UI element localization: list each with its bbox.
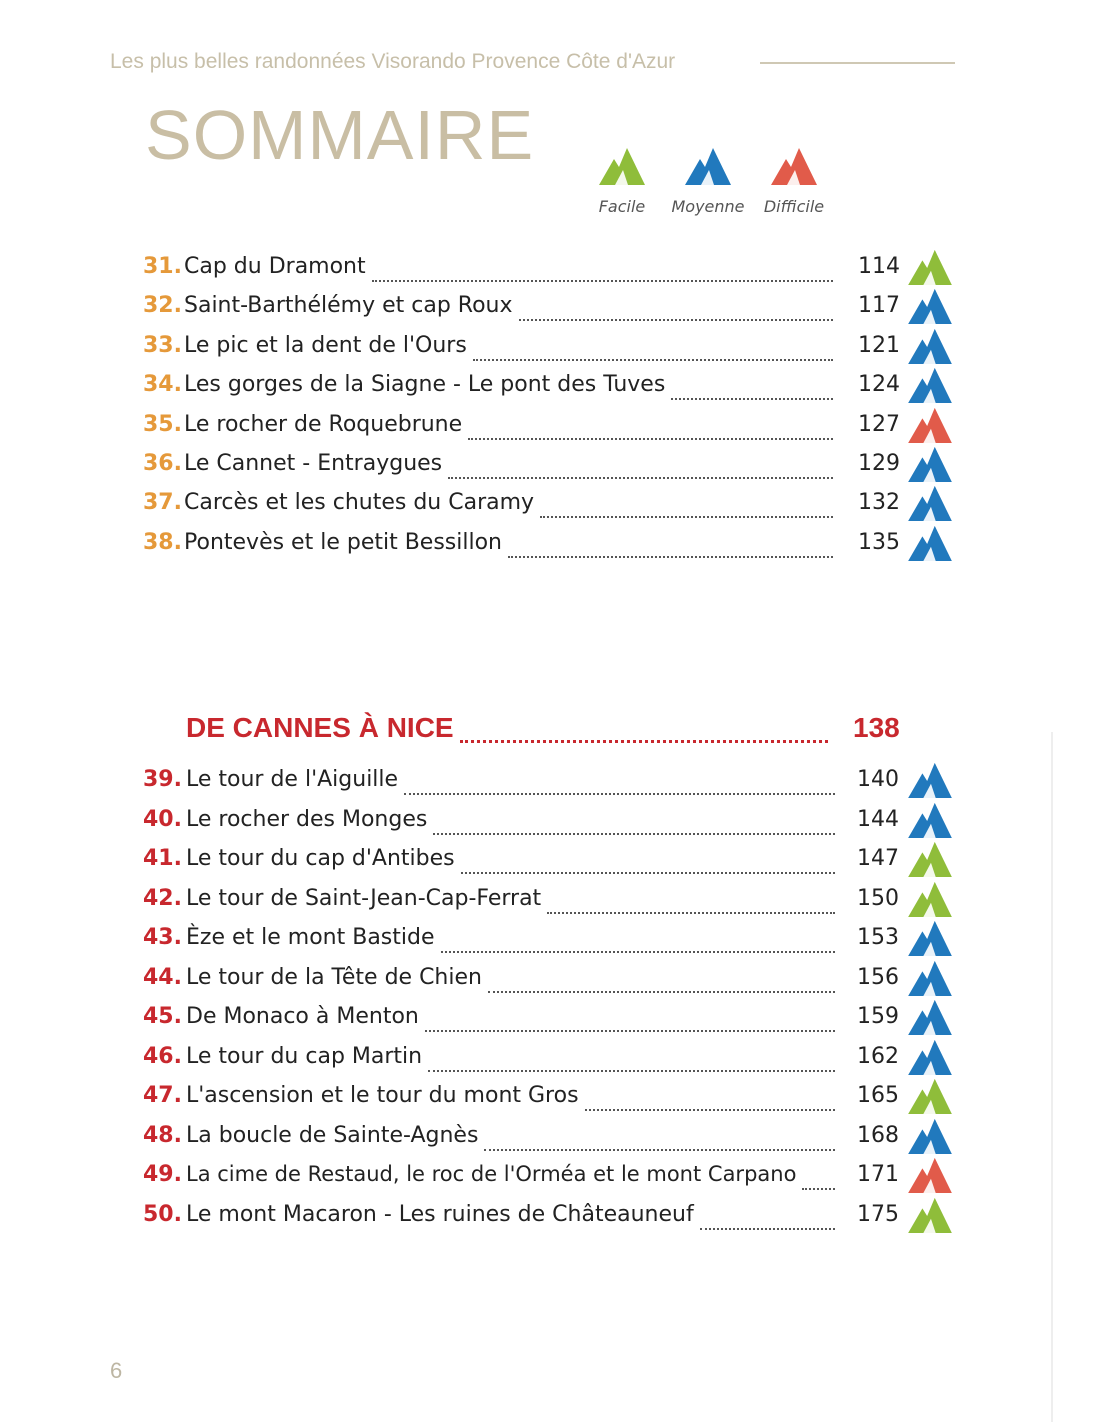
section-title: DE CANNES À NICE bbox=[186, 712, 454, 743]
entry-number: 43. bbox=[143, 925, 182, 950]
entry-page: 140 bbox=[857, 767, 899, 792]
leader-dots bbox=[433, 809, 835, 835]
legend-label: Difficile bbox=[763, 197, 825, 216]
entry-title: L'ascension et le tour du mont Gros bbox=[186, 1083, 579, 1108]
entry-title: Le tour du cap d'Antibes bbox=[186, 846, 455, 871]
entry-number: 48. bbox=[143, 1122, 182, 1148]
entry-page: 156 bbox=[857, 964, 899, 990]
leader-dots bbox=[540, 492, 833, 518]
entry-title: Le Cannet - Entraygues bbox=[184, 451, 443, 476]
section-page: 138 bbox=[853, 712, 900, 743]
entry-number: 46. bbox=[143, 1043, 182, 1069]
legend-label: Moyenne bbox=[671, 197, 745, 216]
section-heading bbox=[186, 712, 906, 752]
entry-title: Le tour du cap Martin bbox=[186, 1043, 423, 1069]
entry-number: 49. bbox=[143, 1162, 182, 1187]
entry-title: La boucle de Sainte-Agnès bbox=[186, 1122, 479, 1148]
leader-dots bbox=[473, 335, 833, 361]
entry-title: La cime de Restaud, le roc de l'Orméa et le mont Carpano bbox=[186, 1162, 797, 1186]
section-leader-dots bbox=[460, 716, 828, 743]
entry-page: 175 bbox=[857, 1201, 899, 1227]
entry-number: 32. bbox=[143, 293, 182, 319]
legend-label: Facile bbox=[598, 197, 646, 216]
mountain-easy-icon bbox=[906, 880, 954, 923]
entry-title: Le mont Macaron - Les ruines de Châteauneuf bbox=[186, 1201, 694, 1227]
entry-number: 35. bbox=[143, 411, 182, 437]
leader-dots bbox=[700, 1204, 835, 1230]
mountain-easy-icon bbox=[906, 840, 954, 883]
entry-title: Le tour de Saint-Jean-Cap-Ferrat bbox=[186, 885, 542, 911]
leader-dots bbox=[484, 1125, 835, 1151]
entry-page: 153 bbox=[857, 925, 899, 950]
entry-page: 129 bbox=[858, 451, 900, 476]
entry-number: 31. bbox=[143, 254, 182, 279]
toc-entry[interactable] bbox=[0, 530, 1100, 570]
entry-title: Cap du Dramont bbox=[184, 254, 366, 279]
entry-number: 39. bbox=[143, 767, 182, 792]
entry-title: Les gorges de la Siagne - Le pont des Tuves bbox=[184, 372, 666, 398]
leader-dots bbox=[585, 1085, 835, 1111]
mountain-medium-icon bbox=[906, 366, 954, 409]
leader-dots bbox=[425, 1006, 835, 1032]
mountain-medium-icon bbox=[906, 327, 954, 370]
leader-dots bbox=[519, 295, 833, 321]
leader-dots bbox=[372, 256, 833, 282]
mountain-easy-icon bbox=[906, 1077, 954, 1120]
entry-page: 117 bbox=[858, 293, 900, 319]
mountain-hard-icon bbox=[906, 406, 954, 449]
entry-page: 168 bbox=[857, 1122, 899, 1148]
entry-title: Le rocher de Roquebrune bbox=[184, 411, 463, 437]
leader-dots bbox=[508, 532, 833, 558]
legend-item-moyenne bbox=[660, 146, 756, 216]
mountain-medium-icon bbox=[906, 761, 954, 804]
entry-number: 47. bbox=[143, 1083, 182, 1108]
entry-number: 42. bbox=[143, 885, 182, 911]
entry-number: 38. bbox=[143, 529, 182, 555]
page-edge-line bbox=[1051, 732, 1053, 1422]
mountain-medium-icon bbox=[906, 919, 954, 962]
entry-number: 37. bbox=[143, 490, 182, 516]
entry-number: 40. bbox=[143, 806, 182, 832]
mountain-medium-icon bbox=[906, 998, 954, 1041]
entry-page: 135 bbox=[858, 529, 900, 555]
entry-page: 165 bbox=[857, 1083, 899, 1108]
mountain-medium-icon bbox=[906, 1117, 954, 1160]
entry-title: Le pic et la dent de l'Ours bbox=[184, 332, 467, 358]
entry-page: 171 bbox=[857, 1162, 899, 1187]
entry-number: 41. bbox=[143, 846, 182, 871]
leader-dots bbox=[448, 453, 833, 479]
entry-title: Pontevès et le petit Bessillon bbox=[184, 529, 503, 555]
entry-page: 159 bbox=[857, 1004, 899, 1029]
leader-dots bbox=[461, 848, 835, 874]
mountain-medium-icon bbox=[906, 445, 954, 488]
mountain-medium-icon bbox=[906, 287, 954, 330]
entry-title: De Monaco à Menton bbox=[186, 1004, 419, 1029]
mountain-easy-icon bbox=[574, 146, 670, 191]
mountain-medium-icon bbox=[906, 1038, 954, 1081]
page-title: SOMMAIRE bbox=[145, 96, 535, 174]
mountain-medium-icon bbox=[906, 484, 954, 527]
entry-title: Le rocher des Monges bbox=[186, 806, 428, 832]
leader-dots bbox=[671, 374, 833, 400]
header-rule bbox=[760, 62, 955, 64]
entry-title: Saint-Barthélémy et cap Roux bbox=[184, 293, 513, 319]
entry-number: 33. bbox=[143, 332, 182, 358]
entry-title: Le tour de la Tête de Chien bbox=[186, 964, 482, 990]
mountain-medium-icon bbox=[906, 959, 954, 1002]
mountain-easy-icon bbox=[906, 248, 954, 291]
leader-dots bbox=[428, 1046, 835, 1072]
entry-page: 124 bbox=[858, 372, 900, 398]
mountain-medium-icon bbox=[906, 524, 954, 567]
entry-page: 127 bbox=[858, 411, 900, 437]
entry-page: 132 bbox=[858, 490, 900, 516]
toc-entry[interactable] bbox=[0, 1202, 1100, 1242]
entry-page: 147 bbox=[857, 846, 899, 871]
leader-dots bbox=[547, 888, 835, 914]
leader-dots bbox=[468, 414, 833, 440]
entry-number: 34. bbox=[143, 372, 182, 398]
entry-number: 45. bbox=[143, 1004, 182, 1029]
leader-dots bbox=[488, 967, 835, 993]
mountain-medium-icon bbox=[660, 146, 756, 191]
mountain-medium-icon bbox=[906, 801, 954, 844]
entry-page: 144 bbox=[857, 806, 899, 832]
entry-number: 44. bbox=[143, 964, 182, 990]
entry-title: Carcès et les chutes du Caramy bbox=[184, 490, 535, 516]
legend-item-difficile bbox=[746, 146, 842, 216]
leader-dots bbox=[802, 1164, 835, 1190]
mountain-hard-icon bbox=[906, 1156, 954, 1199]
mountain-hard-icon bbox=[746, 146, 842, 191]
mountain-easy-icon bbox=[906, 1196, 954, 1239]
entry-page: 150 bbox=[857, 885, 899, 911]
leader-dots bbox=[404, 769, 835, 795]
entry-page: 121 bbox=[858, 332, 900, 358]
entry-page: 114 bbox=[858, 254, 900, 279]
entry-number: 50. bbox=[143, 1201, 182, 1227]
page-number: 6 bbox=[110, 1358, 123, 1383]
entry-title: Le tour de l'Aiguille bbox=[186, 767, 399, 792]
legend-item-facile bbox=[574, 146, 670, 216]
entry-number: 36. bbox=[143, 451, 182, 476]
leader-dots bbox=[441, 927, 835, 953]
entry-title: Èze et le mont Bastide bbox=[186, 925, 435, 950]
entry-page: 162 bbox=[857, 1043, 899, 1069]
running-header: Les plus belles randonnées Visorando Provence Côte d'Azur bbox=[110, 50, 676, 73]
